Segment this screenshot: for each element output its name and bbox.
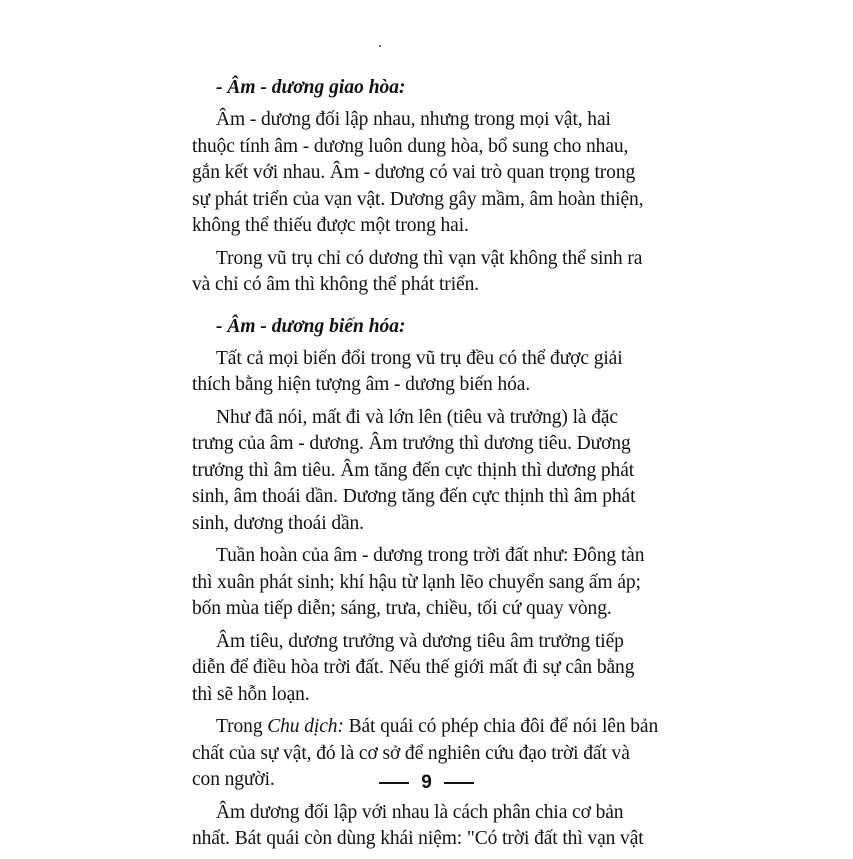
- text-line: Âm - dương đối lập nhau, nhưng trong mọi vật, hai: [216, 109, 611, 130]
- footer-dash-right: [444, 782, 474, 784]
- page-footer: [0, 772, 853, 794]
- text-line: sự phát triển của vạn vật. Dương gây mầm, âm hoàn thiện,: [192, 188, 644, 210]
- text-line: con người.: [192, 769, 275, 790]
- paragraph: [192, 346, 662, 399]
- section-heading-bien-hoa: - Âm - dương biến hóa:: [216, 315, 406, 337]
- text-line: gắn kết với nhau. Âm - dương có vai trò quan trọng trong: [192, 162, 636, 183]
- text-line: sinh, âm thoái dần. Dương tăng đến cực thịnh thì âm phát: [192, 486, 636, 507]
- paragraph: [192, 800, 662, 853]
- text-line: thích bằng hiện tượng âm - dương biến hóa.: [192, 374, 531, 395]
- book-title-italic: Chu dịch:: [267, 716, 344, 737]
- text-line: Trong vũ trụ chỉ có dương thì vạn vật không thể sinh ra: [216, 247, 643, 269]
- text-line: [192, 714, 662, 741]
- paragraph: [192, 246, 662, 299]
- text-fragment: Trong: [216, 716, 268, 737]
- section-heading-giao-hoa: - Âm - dương giao hòa:: [216, 77, 406, 98]
- text-line: thuộc tính âm - dương luôn dung hòa, bổ sung cho nhau,: [192, 135, 629, 157]
- text-line: diễn để điều hòa trời đất. Nếu thế giới mất đi sự cân bằng: [192, 657, 635, 678]
- text-line: trưng của âm - dương. Âm trưởng thì dương tiêu. Dương: [192, 433, 631, 454]
- paragraph: [192, 629, 662, 709]
- text-fragment: Bát quái có phép chia đôi để nói lên bản: [343, 716, 659, 737]
- page-number: 9: [421, 772, 432, 793]
- text-line: thì sẽ hỗn loạn.: [192, 683, 310, 705]
- text-line: nhất. Bát quái còn dùng khái niệm: "Có trời đất thì vạn vật: [192, 828, 644, 849]
- paragraph: [192, 107, 662, 240]
- paragraph: [192, 543, 662, 623]
- text-line: và chỉ có âm thì không thể phát triển.: [192, 274, 479, 295]
- paragraph: [192, 405, 662, 538]
- text-line: sinh, dương thoái dần.: [192, 512, 364, 534]
- text-line: Âm tiêu, dương trưởng và dương tiêu âm trưởng tiếp: [216, 630, 624, 652]
- text-line: thì xuân phát sinh; khí hậu từ lạnh lẽo chuyển sang ấm áp;: [192, 571, 641, 593]
- page-body: [192, 60, 662, 859]
- text-line: không thể thiếu được một trong hai.: [192, 215, 469, 236]
- print-speck: [379, 45, 381, 47]
- text-line: chất của sự vật, đó là cơ sở để nghiên cứu đạo trời đất và: [192, 742, 630, 764]
- text-line: Tuần hoàn của âm - dương trong trời đất như: Đông tàn: [216, 545, 645, 566]
- text-line: Âm dương đối lập với nhau là cách phân chia cơ bản: [216, 801, 624, 823]
- text-line: Tất cả mọi biến đổi trong vũ trụ đều có thể được giải: [216, 347, 623, 369]
- text-line: Như đã nói, mất đi và lớn lên (tiêu và trưởng) là đặc: [216, 406, 618, 428]
- footer-dash-left: [379, 782, 409, 784]
- text-line: trưởng thì âm tiêu. Âm tăng đến cực thịnh thì dương phát: [192, 459, 635, 481]
- text-line: bốn mùa tiếp diễn; sáng, trưa, chiều, tối cứ quay vòng.: [192, 598, 612, 619]
